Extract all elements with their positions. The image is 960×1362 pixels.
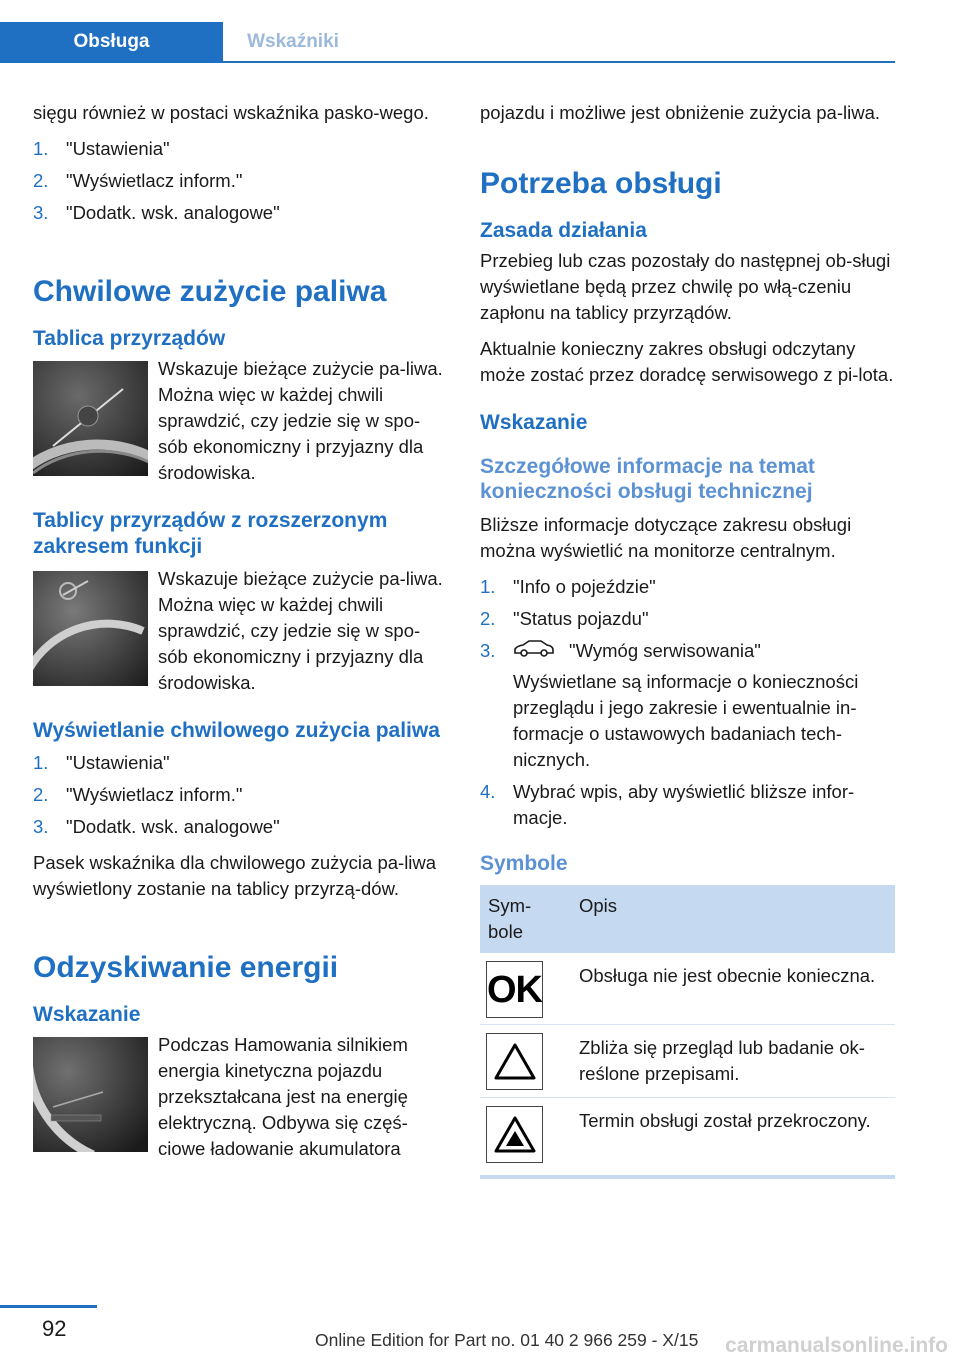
list-item: 2. "Wyświetlacz inform." <box>33 170 243 191</box>
footer-rule <box>0 1305 97 1308</box>
subsection-indicator: Wskazanie <box>33 1003 141 1026</box>
table-row <box>480 953 895 1025</box>
step-detail: Wyświetlane są informacje o konieczności przeglądu i jego zakresie i ewentualnie in-formacje o ustawowych badaniach tech-nicznych. <box>513 671 859 771</box>
list-item: 1. "Info o pojeździe" <box>480 576 656 597</box>
column-header: Opis <box>571 885 895 953</box>
paragraph: Przebieg lub czas pozostały do następnej ob-sługi wyświetlane będą przez chwilę po włą-czeniu zapłonu na tablicy przyrządów. <box>480 250 891 323</box>
header-divider <box>0 61 895 63</box>
edition-text: Online Edition for Part no. 01 40 2 966 259 - X/15 <box>315 1330 699 1350</box>
page-number: 92 <box>42 1316 67 1341</box>
table-cell: Obsługa nie jest obecnie konieczna. <box>571 953 895 1025</box>
warning-triangle-filled-icon <box>486 1106 543 1163</box>
steps-list-service <box>480 574 895 831</box>
gauge-image <box>33 361 148 476</box>
section-title-fuel: Chwilowe zużycie paliwa <box>33 275 387 308</box>
table-header-row <box>480 885 895 953</box>
figure-text: Podczas Hamowania silnikiem energia kinetyczna pojazdu przekształcana jest na energię elektryczną. Odbywa się częś-ciowe ładowanie akumulatora <box>158 1034 408 1159</box>
list-item: 4. Wybrać wpis, aby wyświetlić bliższe infor-macje. <box>480 781 855 829</box>
figure-energy <box>33 1032 443 1162</box>
steps-list-2 <box>33 750 443 840</box>
figure-text: Wskazuje bieżące zużycie pa-liwa. Można więc w każdej chwili sprawdzić, czy jedzie się w spo-sób ekonomiczny i przyjazny dla środowiska. <box>158 568 443 693</box>
paragraph: Bliższe informacje dotyczące zakresu obsługi można wyświetlić na monitorze centralnym. <box>480 514 852 561</box>
list-item: 1. "Ustawienia" <box>33 138 170 159</box>
right-intro: pojazdu i możliwe jest obniżenie zużycia pa-liwa. <box>480 102 880 123</box>
gauge-image <box>33 1037 148 1152</box>
figure-text: Wskazuje bieżące zużycie pa-liwa. Można więc w każdej chwili sprawdzić, czy jedzie się w spo-sób ekonomiczny i przyjazny dla środowiska. <box>158 358 443 483</box>
car-icon <box>513 639 555 665</box>
subsection-indicator: Wskazanie <box>480 411 588 434</box>
tab-wskazniki[interactable]: Wskaźniki <box>247 31 339 52</box>
table-cell: Zbliża się przegląd lub badanie ok-reślone przepisami. <box>571 1025 895 1098</box>
gauge-image <box>33 571 148 686</box>
watermark-logo: carmanualsonline.info <box>725 1334 948 1357</box>
right-column <box>480 100 895 1179</box>
ok-icon: OK <box>486 961 543 1018</box>
subsection-extended-panel: Tablicy przyrządów z rozszerzonym zakresem funkcji <box>33 509 388 558</box>
table-row <box>480 1025 895 1098</box>
figure-extended-panel <box>33 566 443 696</box>
section-title-service: Potrzeba obsługi <box>480 167 722 200</box>
left-fuel-bar-text: Pasek wskaźnika dla chwilowego zużycia pa-liwa wyświetlony zostanie na tablicy przyrzą-dów. <box>33 852 437 899</box>
table-row <box>480 1098 895 1170</box>
subsection-details: Szczegółowe informacje na temat konieczności obsługi technicznej <box>480 455 815 503</box>
symbols-table <box>480 885 895 1169</box>
section-title-energy: Odzyskiwanie energii <box>33 951 339 984</box>
list-item: 2. "Wyświetlacz inform." <box>33 784 243 805</box>
tab-obsluga[interactable]: Obsługa <box>0 22 223 62</box>
subsection-symbols: Symbole <box>480 852 568 876</box>
figure-instrument-panel <box>33 356 443 486</box>
subsection-instrument-panel: Tablica przyrządów <box>33 327 226 350</box>
subsection-display-fuel: Wyświetlanie chwilowego zużycia paliwa <box>33 719 440 742</box>
list-item: 3. "Wymóg serwisowania" Wyświetlane są informacje o konieczności przeglądu i jego zakresie i ewentualnie in-formacje o ustawowych badaniach tech-nicznych. <box>480 638 895 773</box>
list-item: 3. "Dodatk. wsk. analogowe" <box>33 202 280 223</box>
table-cell: Termin obsługi został przekroczony. <box>579 1110 871 1132</box>
paragraph: Aktualnie konieczny zakres obsługi odczytany może zostać przez doradcę serwisowego z pi-lota. <box>480 338 894 385</box>
subsection-principle: Zasada działania <box>480 219 647 242</box>
list-item: 1. "Ustawienia" <box>33 752 170 773</box>
left-intro: sięgu również w postaci wskaźnika pasko-wego. <box>33 102 429 123</box>
table-bottom-rule <box>480 1175 895 1179</box>
list-item: 3. "Dodatk. wsk. analogowe" <box>33 816 280 837</box>
steps-list-1 <box>33 136 443 226</box>
left-column <box>33 100 443 1172</box>
column-header: Sym-bole <box>480 885 571 953</box>
list-item: 2. "Status pojazdu" <box>480 608 649 629</box>
warning-triangle-outline-icon <box>486 1033 543 1090</box>
